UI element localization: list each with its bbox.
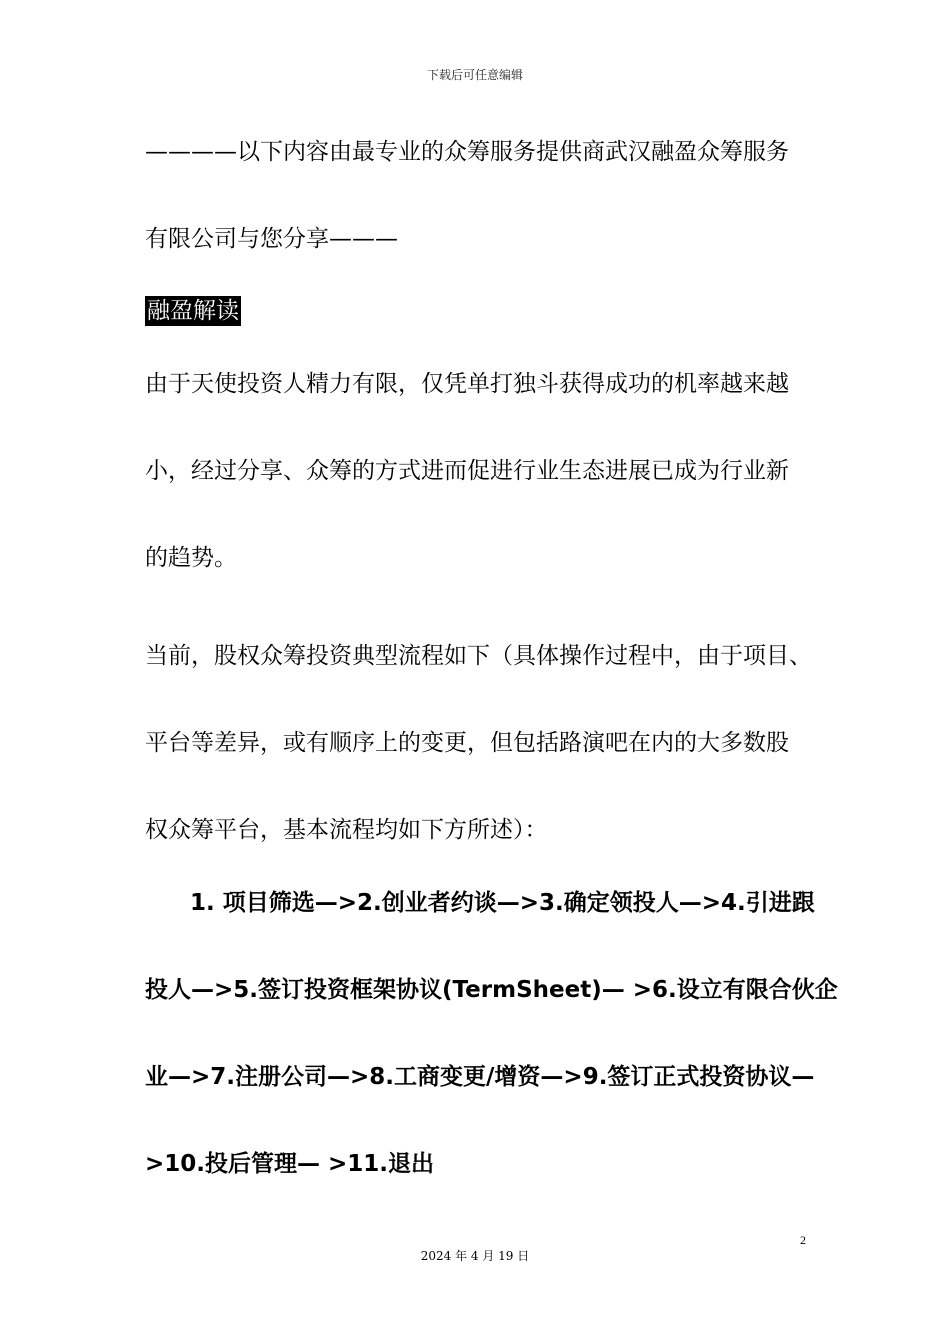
paragraph2-line-1: 当前，股权众筹投资典型流程如下（具体操作过程中，由于项目、: [145, 643, 812, 669]
page-footer-date: 2024 年 4 月 19 日: [420, 1249, 530, 1263]
process-line-4: >10.投后管理— >11.退出: [145, 1151, 435, 1177]
paragraph1-line-1: 由于天使投资人精力有限，仅凭单打独斗获得成功的机率越来越: [145, 371, 789, 397]
paragraph2-line-3: 权众筹平台，基本流程均如下方所述）：: [145, 817, 548, 843]
page-header: 下载后可任意编辑: [426, 68, 523, 82]
process-line-1: 1. 项目筛选—>2.创业者约谈—>3.确定领投人—>4.引进跟: [190, 890, 815, 916]
process-line-2: 投人—>5.签订投资框架协议(TermSheet)— >6.设立有限合伙企: [145, 977, 838, 1003]
section-title: 融盈解读: [147, 298, 239, 324]
paragraph2-line-2: 平台等差异，或有顺序上的变更，但包括路演吧在内的大多数股: [145, 730, 789, 756]
intro-line-2: 有限公司与您分享———: [145, 226, 398, 252]
section-title-row: [145, 296, 815, 326]
process-line-3: 业—>7.注册公司—>8.工商变更/增资—>9.签订正式投资协议—: [145, 1064, 815, 1090]
paragraph1-line-2: 小，经过分享、众筹的方式进而促进行业生态进展已成为行业新: [145, 458, 789, 484]
paragraph1-line-3: 的趋势。: [145, 545, 237, 571]
page-number: 2: [800, 1233, 806, 1247]
intro-line-1: ————以下内容由最专业的众筹服务提供商武汉融盈众筹服务: [145, 139, 789, 165]
